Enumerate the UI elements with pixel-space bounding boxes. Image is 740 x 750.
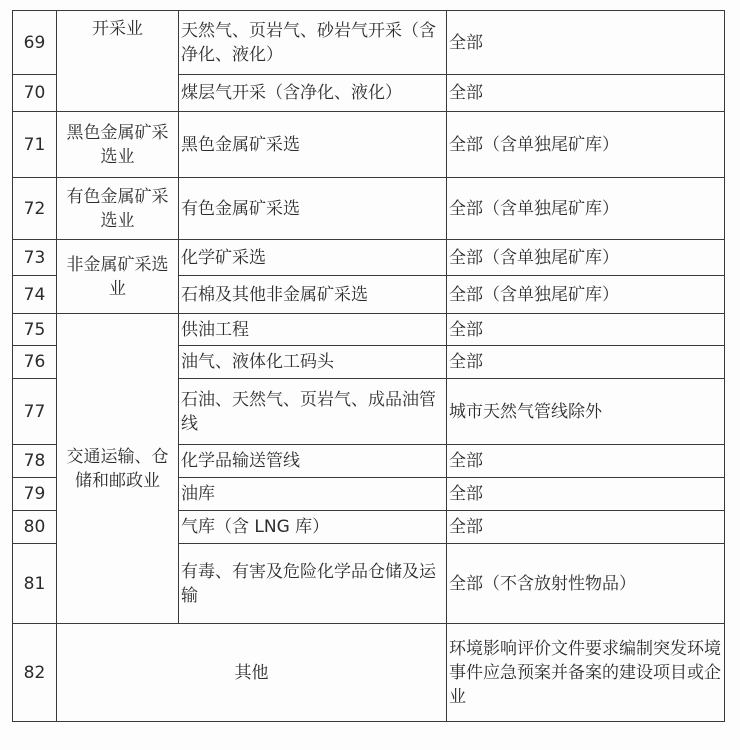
item-cell: 天然气、页岩气、砂岩气开采（含净化、液化） xyxy=(179,11,447,75)
industry-table xyxy=(12,10,725,722)
item-cell: 化学品输送管线 xyxy=(179,445,447,478)
category-cell: 有色金属矿采选业 xyxy=(57,178,179,240)
row-number: 69 xyxy=(13,11,57,75)
row-number: 73 xyxy=(13,240,57,276)
category-cell: 其他 xyxy=(57,624,447,722)
category-cell: 黑色金属矿采选业 xyxy=(57,112,179,178)
item-cell: 石油、天然气、页岩气、成品油管线 xyxy=(179,379,447,445)
item-cell: 有毒、有害及危险化学品仓储及运输 xyxy=(179,544,447,624)
table-row xyxy=(13,314,725,346)
scope-cell: 全部 xyxy=(447,478,725,511)
table-row xyxy=(13,624,725,722)
table-row xyxy=(13,240,725,276)
scope-cell: 全部 xyxy=(447,314,725,346)
item-cell: 供油工程 xyxy=(179,314,447,346)
table-row xyxy=(13,11,725,75)
category-cell: 交通运输、仓储和邮政业 xyxy=(57,314,179,624)
scope-cell: 城市天然气管线除外 xyxy=(447,379,725,445)
item-cell: 化学矿采选 xyxy=(179,240,447,276)
row-number: 79 xyxy=(13,478,57,511)
scope-cell: 全部（不含放射性物品） xyxy=(447,544,725,624)
row-number: 81 xyxy=(13,544,57,624)
row-number: 74 xyxy=(13,276,57,314)
row-number: 80 xyxy=(13,511,57,544)
item-cell: 煤层气开采（含净化、液化） xyxy=(179,75,447,112)
item-cell: 有色金属矿采选 xyxy=(179,178,447,240)
item-cell: 气库（含 LNG 库） xyxy=(179,511,447,544)
scope-cell: 全部（含单独尾矿库） xyxy=(447,112,725,178)
scope-cell: 全部 xyxy=(447,346,725,379)
item-cell: 黑色金属矿采选 xyxy=(179,112,447,178)
item-cell: 油气、液体化工码头 xyxy=(179,346,447,379)
row-number: 82 xyxy=(13,624,57,722)
scope-cell: 环境影响评价文件要求编制突发环境事件应急预案并备案的建设项目或企业 xyxy=(447,624,725,722)
row-number: 77 xyxy=(13,379,57,445)
scope-cell: 全部（含单独尾矿库） xyxy=(447,178,725,240)
scope-cell: 全部 xyxy=(447,511,725,544)
scope-cell: 全部 xyxy=(447,445,725,478)
row-number: 70 xyxy=(13,75,57,112)
category-cell: 开采业 xyxy=(57,11,179,112)
scope-cell: 全部（含单独尾矿库） xyxy=(447,276,725,314)
scope-cell: 全部（含单独尾矿库） xyxy=(447,240,725,276)
row-number: 78 xyxy=(13,445,57,478)
row-number: 76 xyxy=(13,346,57,379)
row-number: 75 xyxy=(13,314,57,346)
row-number: 71 xyxy=(13,112,57,178)
table-row xyxy=(13,112,725,178)
scope-cell: 全部 xyxy=(447,75,725,112)
item-cell: 油库 xyxy=(179,478,447,511)
item-cell: 石棉及其他非金属矿采选 xyxy=(179,276,447,314)
scope-cell: 全部 xyxy=(447,11,725,75)
table-row xyxy=(13,178,725,240)
category-cell: 非金属矿采选业 xyxy=(57,240,179,314)
row-number: 72 xyxy=(13,178,57,240)
